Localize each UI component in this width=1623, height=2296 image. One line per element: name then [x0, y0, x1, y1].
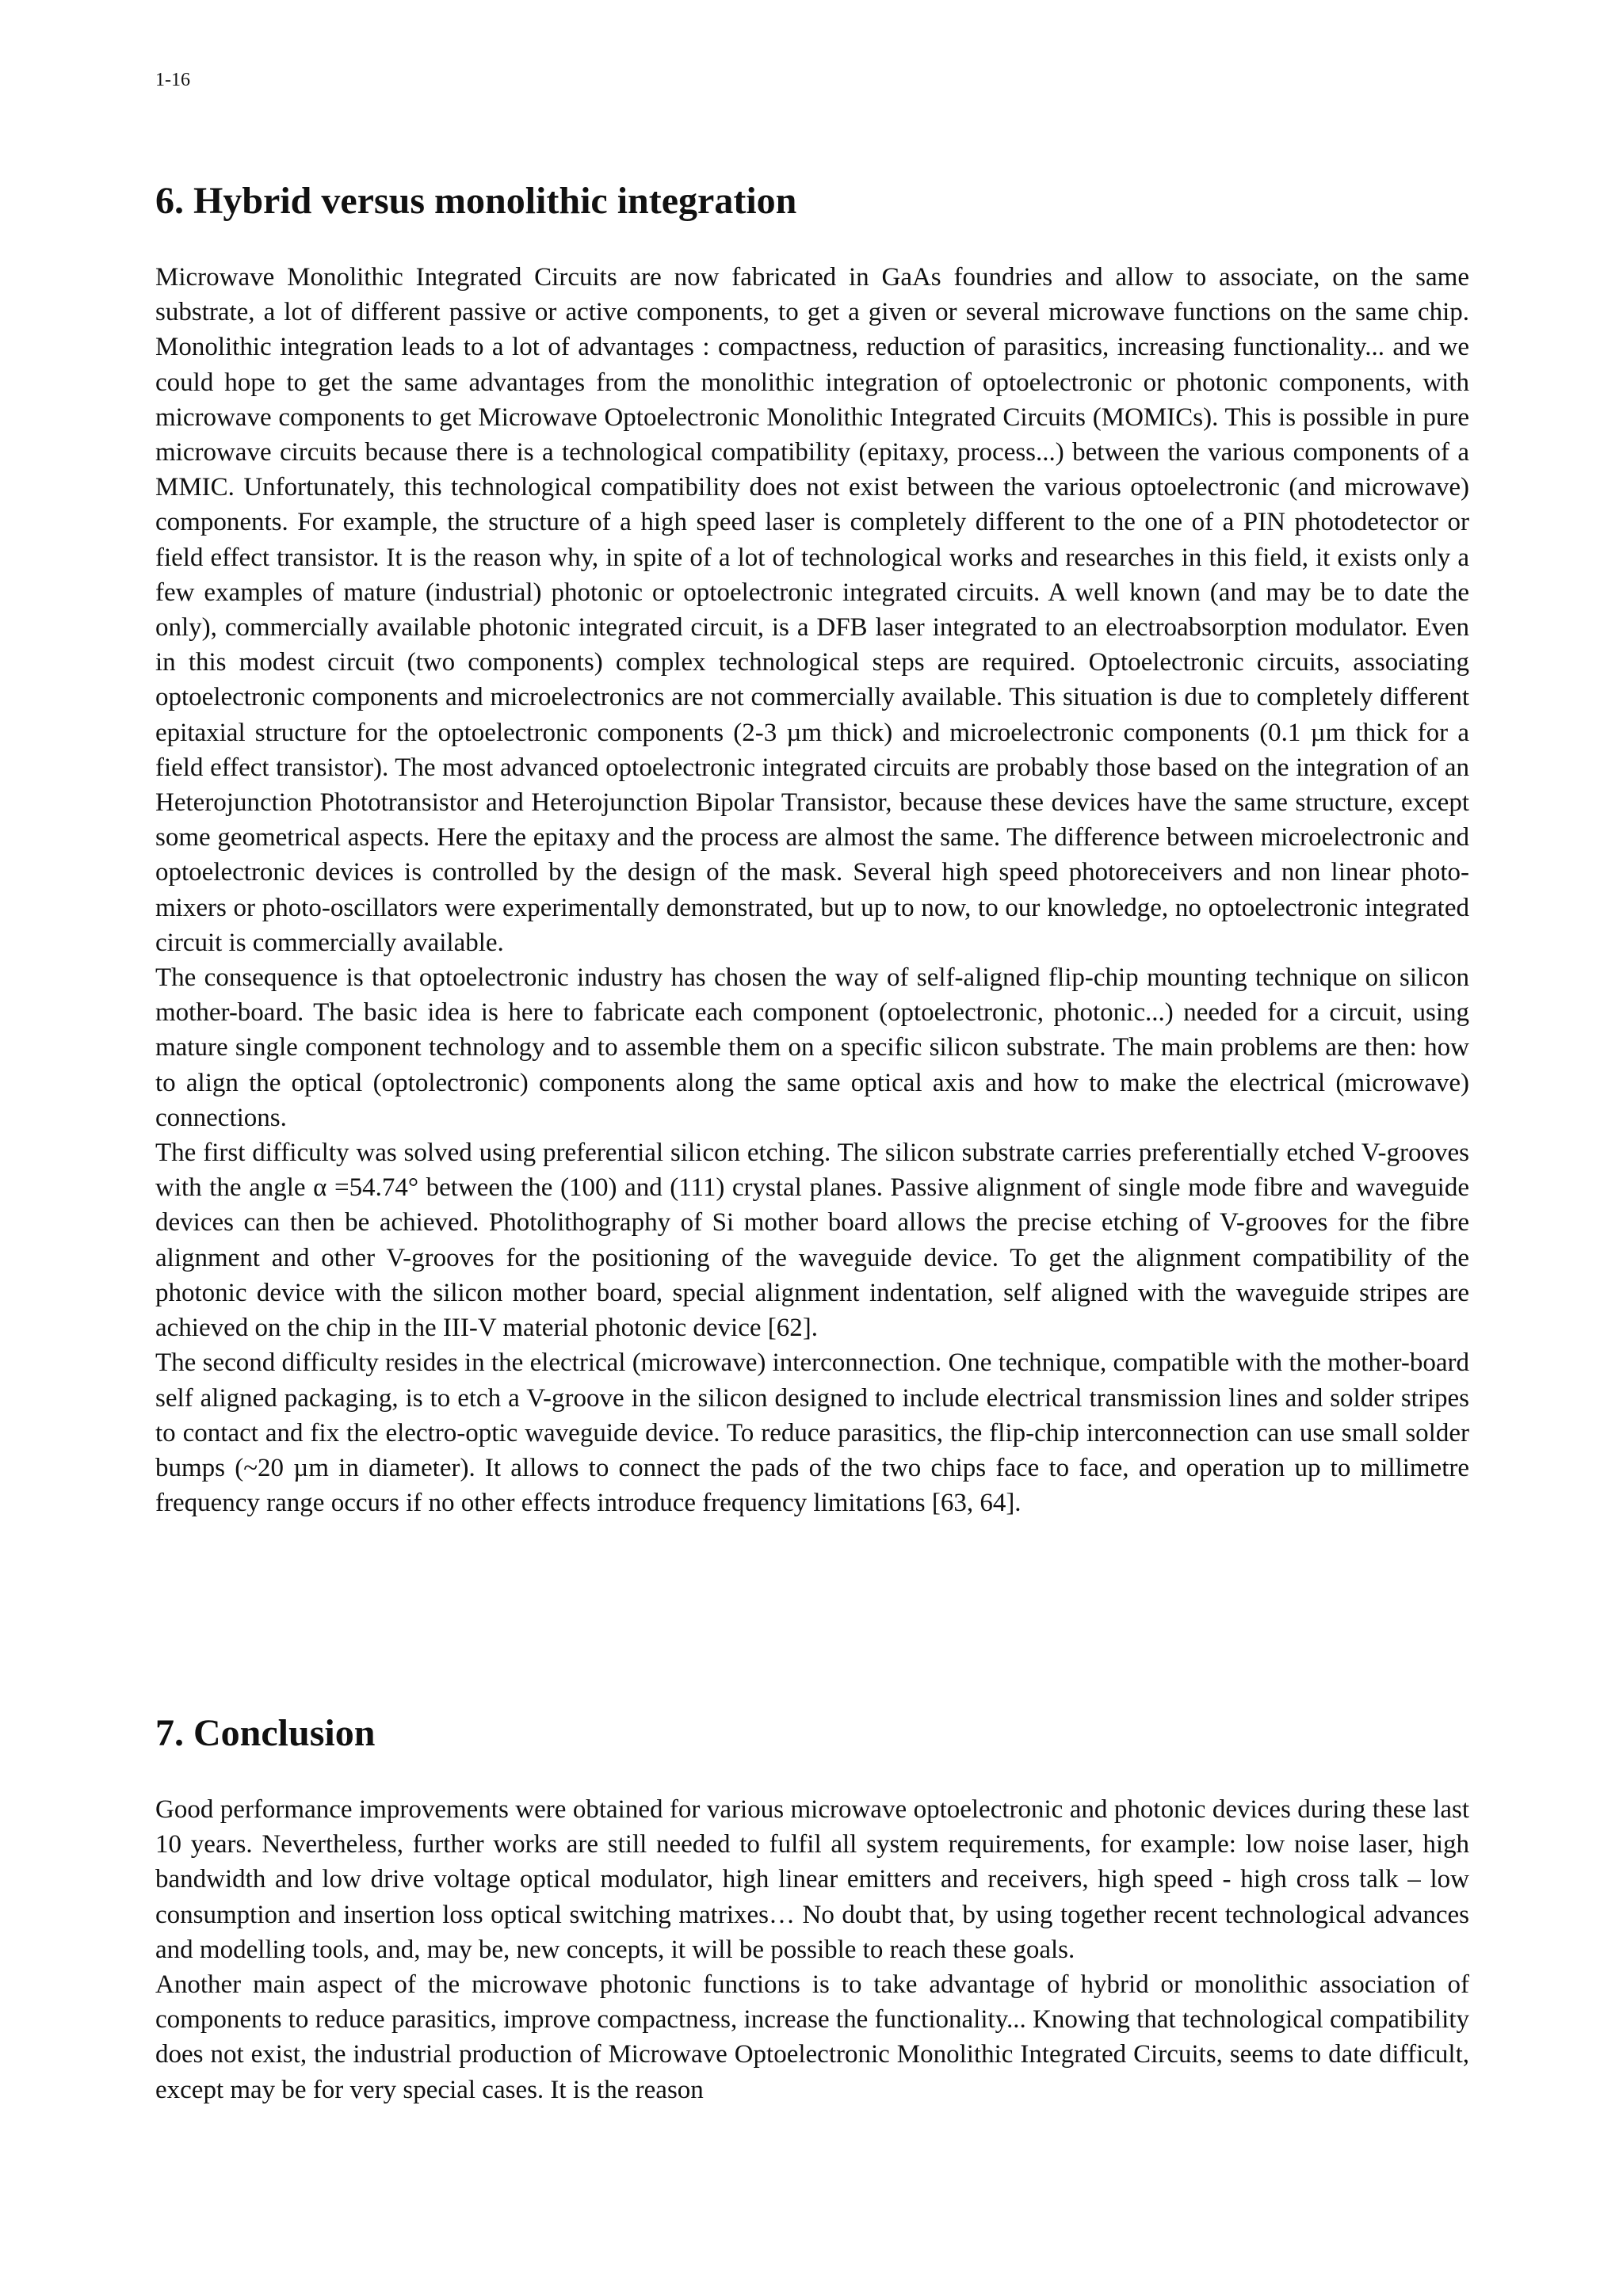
- paragraph: The second difficulty resides in the electrical (microwave) interconnection. One technique, compatible with the mother-board self aligned packaging, is to etch a V-groove in the silicon designed to include electrical transmission lines and solder stripes to contact and fix the electro-optic waveguide device. To reduce parasitics, the flip-chip interconnection can use small solder bumps (~20 µm in diameter). It allows to connect the pads of the two chips face to face, and operation up to millimetre frequency range occurs if no other effects introduce frequency limitations [63, 64].: [155, 1348, 1469, 1518]
- paragraph: Another main aspect of the microwave photonic functions is to take advantage of hybrid or monolithic association of components to reduce parasitics, improve compactness, increase the functionality... Knowing that technological compatibility does not exist, the industrial production of Microwave Optoelectronic Monolithic Integrated Circuits, seems to date difficult, except may be for very special cases. It is the reason: [155, 1970, 1469, 2104]
- section-body-conclusion: [155, 1792, 1469, 2107]
- paragraph: Microwave Monolithic Integrated Circuits are now fabricated in GaAs foundries and allow to associate, on the same substrate, a lot of different passive or active components, to get a given or several microwave functions on the same chip. Monolithic integration leads to a lot of advantages : compactness, reduction of parasitics, increasing functionality... and we could hope to get the same advantages from the monolithic integration of optoelectronic or photonic components, with microwave components to get Microwave Optoelectronic Monolithic Integrated Circuits (MOMICs). This is possible in pure microwave circuits because there is a technological compatibility (epitaxy, process...) between the various components of a MMIC. Unfortunately, this technological compatibility does not exist between the various optoelectronic (and microwave) components. For example, the structure of a high speed laser is completely different to the one of a PIN photodetector or field effect transistor. It is the reason why, in spite of a lot of technological works and researches in this field, it exists only a few examples of mature (industrial) photonic or optoelectronic integrated circuits. A well known (and may be to date the only), commercially available photonic integrated circuit, is a DFB laser integrated to an electroabsorption modulator. Even in this modest circuit (two components) complex technological steps are required. Optoelectronic circuits, associating optoelectronic components and microelectronics are not commercially available. This situation is due to completely different epitaxial structure for the optoelectronic components (2-3 µm thick) and microelectronic components (0.1 µm thick for a field effect transistor). The most advanced optoelectronic integrated circuits are probably those based on the integration of an Heterojunction Phototransistor and Heterojunction Bipolar Transistor, because these devices have the same structure, except some geometrical aspects. Here the epitaxy and the process are almost the same. The difference between microelectronic and optoelectronic devices is controlled by the design of the mask. Several high speed photoreceivers and non linear photo-mixers or photo-oscillators were experimentally demonstrated, but up to now, to our knowledge, no optoelectronic integrated circuit is commercially available.: [155, 263, 1469, 957]
- page-number: 1-16: [155, 70, 190, 90]
- paragraph: Good performance improvements were obtained for various microwave optoelectronic and photonic devices during these last 10 years. Nevertheless, further works are still needed to fulfil all system requirements, for example: low noise laser, high bandwidth and low drive voltage optical modulator, high linear emitters and receivers, high speed - high cross talk – low consumption and insertion loss optical switching matrixes… No doubt that, by using together recent technological advances and modelling tools, and, may be, new concepts, it will be possible to reach these goals.: [155, 1795, 1469, 1964]
- section-heading-hybrid-vs-monolithic: 6. Hybrid versus monolithic integration: [155, 180, 797, 222]
- section-body-hybrid-vs-monolithic: [155, 260, 1469, 1520]
- paragraph: The first difficulty was solved using preferential silicon etching. The silicon substrate carries preferentially etched V-grooves with the angle α =54.74° between the (100) and (111) crystal planes. Passive alignment of single mode fibre and waveguide devices can then be achieved. Photolithography of Si mother board allows the precise etching of V-grooves for the fibre alignment and other V-grooves for the positioning of the waveguide device. To get the alignment compatibility of the photonic device with the silicon mother board, special alignment indentation, self aligned with the waveguide stripes are achieved on the chip in the III-V material photonic device [62].: [155, 1138, 1469, 1343]
- section-heading-conclusion: 7. Conclusion: [155, 1712, 376, 1754]
- paragraph: The consequence is that optoelectronic industry has chosen the way of self-aligned flip-chip mounting technique on silicon mother-board. The basic idea is here to fabricate each component (optoelectronic, photonic...) needed for a circuit, using mature single component technology and to assemble them on a specific silicon substrate. The main problems are then: how to align the optical (optolectronic) components along the same optical axis and how to make the electrical (microwave) connections.: [155, 963, 1469, 1132]
